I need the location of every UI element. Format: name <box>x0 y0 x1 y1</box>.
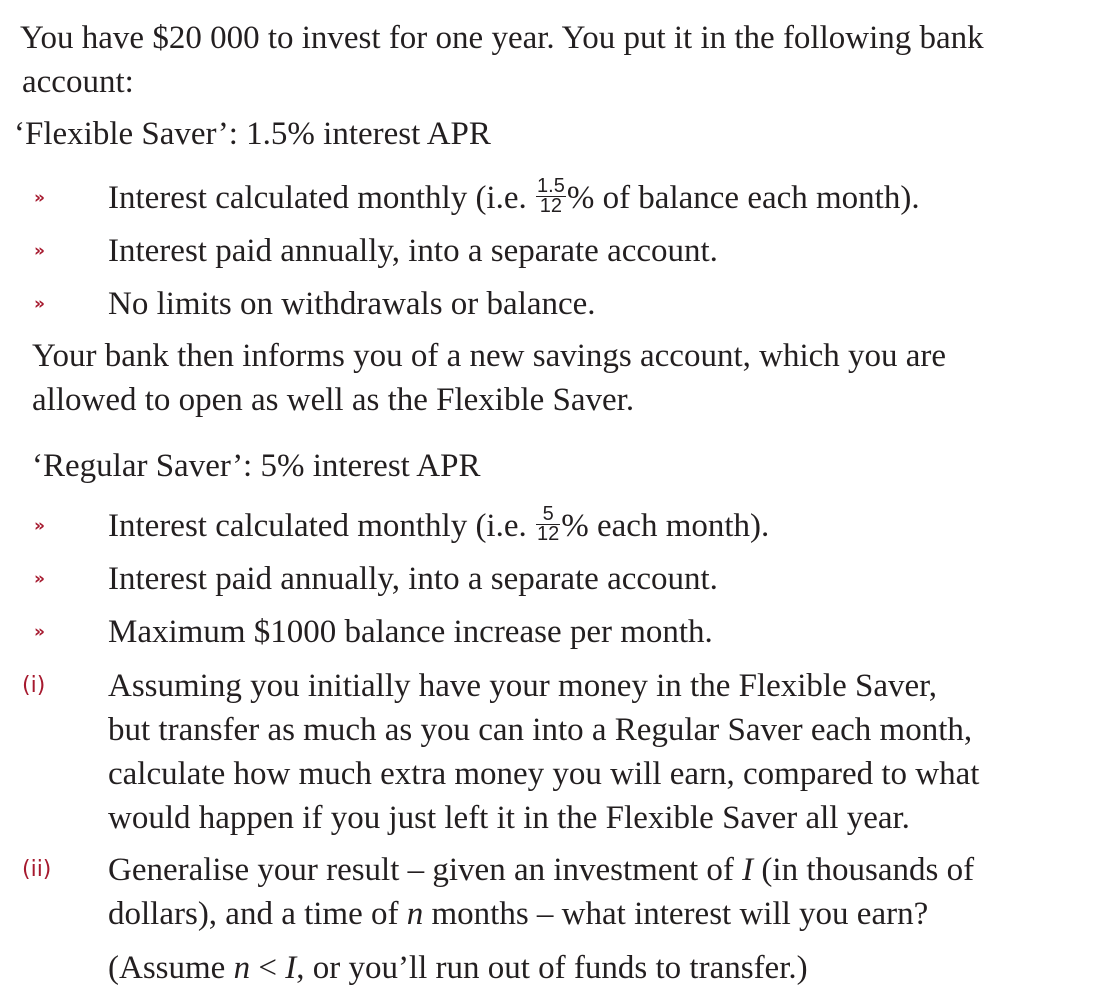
bullet-marker-icon: » <box>34 241 42 261</box>
flexible-bullet-3 <box>0 282 1102 326</box>
variable-I: I <box>285 950 297 986</box>
flexible-bullet-3-text: No limits on withdrawals or balance. <box>108 286 596 322</box>
question-i-line1: Assuming you initially have your money in the Flexible Saver, <box>108 668 938 704</box>
question-ii <box>0 848 1102 892</box>
question-ii-line3-pre: (Assume <box>108 950 234 986</box>
question-ii-line1 <box>108 848 974 892</box>
question-ii-line1-post: (in thousands of <box>753 852 975 888</box>
flexible-saver-heading: ‘Flexible Saver’: 1.5% interest APR <box>14 116 491 152</box>
flexible-bullet-1-pre: Interest calculated monthly (i.e. <box>108 180 536 216</box>
regular-bullet-3 <box>0 610 1102 654</box>
flexible-bullet-1-text <box>108 176 920 220</box>
question-ii-line1-pre: Generalise your result – given an investment of <box>108 852 743 888</box>
question-ii-line2-post: months – what interest will you earn? <box>423 896 929 932</box>
regular-bullet-2 <box>0 557 1102 601</box>
flexible-bullet-2-text: Interest paid annually, into a separate account. <box>108 233 718 269</box>
flexible-bullet-2 <box>0 229 1102 273</box>
question-ii-cont-2 <box>0 892 1102 936</box>
intro-text-line1: You have $20 000 to invest for one year. You put it in the following bank <box>20 20 984 56</box>
variable-n: n <box>406 896 424 932</box>
bullet-marker-icon: » <box>34 569 42 589</box>
question-i-cont-2 <box>0 708 1102 752</box>
question-ii-line3-post: , or you’ll run out of funds to transfer.) <box>296 950 808 986</box>
question-i-cont-4 <box>0 796 1102 840</box>
bullet-marker-icon: » <box>34 188 42 208</box>
question-i-cont-3 <box>0 752 1102 796</box>
regular-bullet-1 <box>0 504 1102 548</box>
question-i-line4: would happen if you just left it in the Flexible Saver all year. <box>108 800 910 836</box>
question-ii-cont-3 <box>0 946 1102 990</box>
variable-n: n <box>233 950 251 986</box>
flexible-bullet-1 <box>0 176 1102 220</box>
question-ii-line2 <box>108 892 928 936</box>
question-i-line2: but transfer as much as you can into a Regular Saver each month, <box>108 712 973 748</box>
question-i <box>0 664 1102 708</box>
question-ii-marker: (ii) <box>22 857 52 882</box>
bank-info-line1: Your bank then informs you of a new savings account, which you are <box>32 338 947 374</box>
question-ii-line2-pre: dollars), and a time of <box>108 896 407 932</box>
flexible-bullet-1-post: % of balance each month). <box>566 180 920 216</box>
fraction-numerator: 5 <box>536 505 560 525</box>
regular-saver-heading: ‘Regular Saver’: 5% interest APR <box>32 448 481 484</box>
variable-I: I <box>742 852 754 888</box>
regular-bullet-1-post: % each month). <box>561 508 770 544</box>
bullet-marker-icon: » <box>34 294 42 314</box>
fraction-1-5-over-12 <box>536 174 566 217</box>
regular-bullet-3-text: Maximum $1000 balance increase per month. <box>108 614 713 650</box>
regular-bullet-1-pre: Interest calculated monthly (i.e. <box>108 508 536 544</box>
regular-bullet-2-text: Interest paid annually, into a separate account. <box>108 561 718 597</box>
bank-info-line2: allowed to open as well as the Flexible Saver. <box>32 382 635 418</box>
intro-text-line2: account: <box>22 64 134 100</box>
less-than-sign: < <box>250 950 286 986</box>
question-i-marker: (i) <box>22 673 46 698</box>
question-i-line3: calculate how much extra money you will earn, compared to what <box>108 756 980 792</box>
fraction-5-over-12 <box>536 502 560 545</box>
fraction-denominator: 12 <box>539 194 563 217</box>
regular-bullet-1-text <box>108 504 769 548</box>
fraction-denominator: 12 <box>537 522 560 545</box>
bullet-marker-icon: » <box>34 622 42 642</box>
bullet-marker-icon: » <box>34 516 42 536</box>
question-ii-line3 <box>108 946 808 990</box>
fraction-numerator: 1.5 <box>537 174 565 197</box>
